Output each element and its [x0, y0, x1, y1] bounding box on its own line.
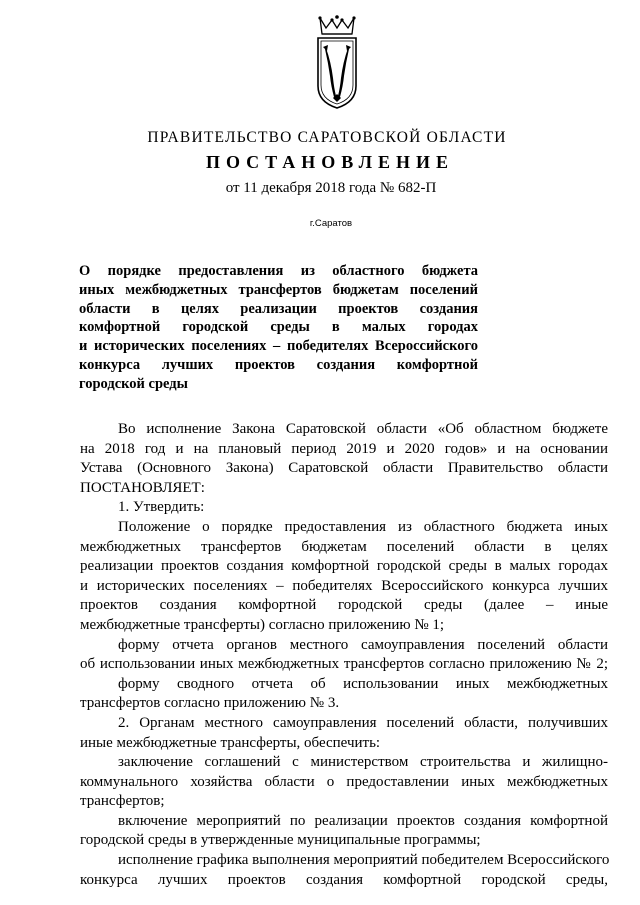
body-line: 2. Органам местного самоуправления поселений области, получивших [118, 714, 608, 731]
body-line: на 2018 год и на плановый период 2019 и 2020 годов» и на основании [80, 440, 608, 457]
saratov-coat-of-arms-icon [314, 14, 360, 110]
body-line: об использовании иных межбюджетных трансфертов согласно приложению № 2; [80, 656, 608, 673]
body-line: городской среды в утвержденные муниципальные программы; [80, 832, 481, 849]
body-line: включение мероприятий по реализации проектов создания комфортной [118, 812, 608, 829]
body-line: коммунального хозяйства области о предоставлении иных межбюджетных [80, 773, 608, 790]
body-line: проектов создания комфортной городской среды (далее – иные [80, 597, 608, 614]
subject-line: комфортной городской среды в малых городах [79, 319, 478, 336]
body-line: ПОСТАНОВЛЯЕТ: [80, 479, 205, 496]
document-city: г.Саратов [309, 218, 353, 229]
body-line: Во исполнение Закона Саратовской области «Об областном бюджете [118, 421, 608, 437]
subject-line: иных межбюджетных трансфертов бюджетам поселений [79, 281, 478, 298]
document-body [80, 420, 608, 890]
body-line: Положение о порядке предоставления из областного бюджета иных [118, 518, 608, 535]
government-name: ПРАВИТЕЛЬСТВО САРАТОВСКОЙ ОБЛАСТИ [147, 129, 507, 146]
body-line: Устава (Основного Закона) Саратовской области Правительство области [80, 460, 608, 477]
subject-line: городской среды [79, 375, 188, 392]
body-line: реализации проектов создания комфортной городской среды в малых городах [80, 558, 608, 575]
subject-line: области в целях реализации проектов создания [79, 300, 478, 317]
body-line: трансфертов согласно приложению № 3. [80, 695, 340, 712]
body-line: заключение соглашений с министерством строительства и жилищно- [118, 754, 608, 771]
body-line: конкурса лучших проектов создания комфортной городской среды, [80, 871, 608, 888]
document-type: ПОСТАНОВЛЕНИЕ [205, 152, 455, 172]
body-line: и исторических поселениях – победителях Всероссийского конкурса лучших [80, 577, 608, 594]
body-line: межбюджетные трансферты) согласно приложению № 1; [80, 616, 445, 633]
body-line: межбюджетных трансфертов бюджетам поселений области в целях [80, 538, 608, 555]
subject-line: О порядке предоставления из областного бюджета [79, 263, 478, 279]
body-line: исполнение графика выполнения мероприятий победителем Всероссийского [118, 852, 610, 869]
subject-line: конкурса лучших проектов создания комфортной [79, 356, 478, 373]
body-line: форму сводного отчета об использовании иных межбюджетных [118, 675, 608, 692]
body-line: форму отчета органов местного самоуправления поселений области [118, 636, 608, 653]
body-line: 1. Утвердить: [118, 499, 205, 516]
body-line: иные межбюджетные трансферты, обеспечить: [80, 734, 381, 751]
document-subject [79, 262, 478, 394]
subject-line: и исторических поселениях – победителях Всероссийского [79, 338, 478, 355]
body-line: трансфертов; [80, 793, 165, 810]
document-date-number: от 11 декабря 2018 года № 682-П [225, 180, 437, 196]
